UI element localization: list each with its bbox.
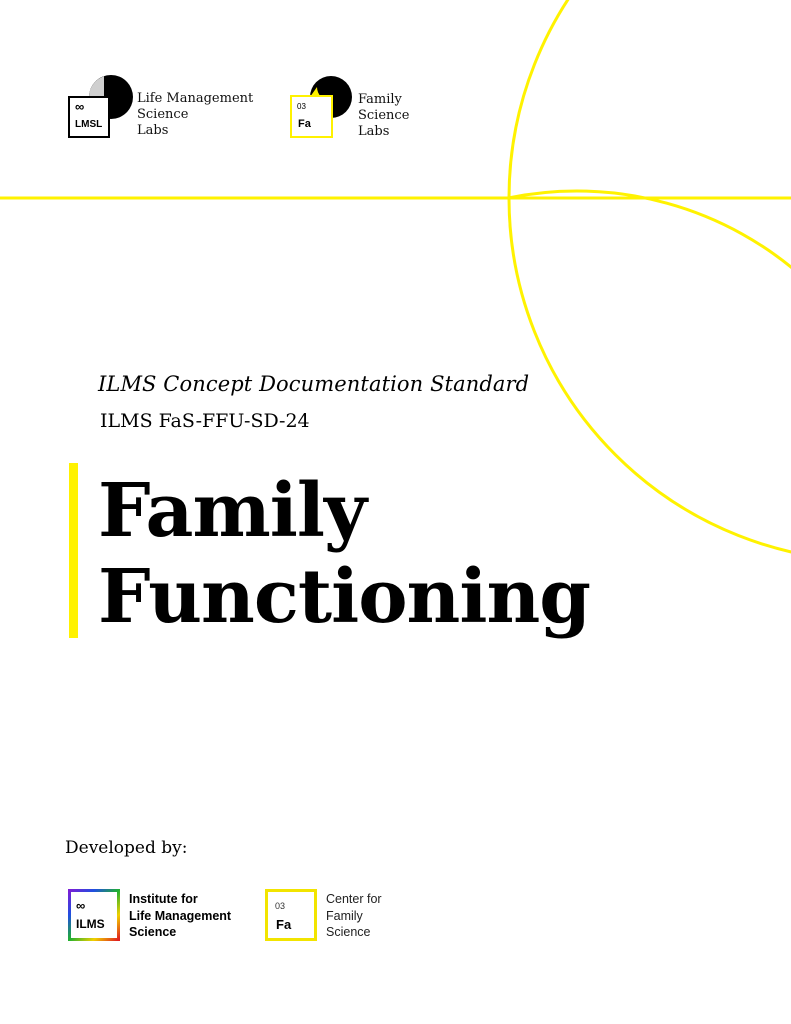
ilms-name-line: Science (129, 925, 177, 939)
lmsl-name (137, 91, 253, 139)
decorative-arc (508, 191, 791, 280)
ilms-badge-label: ILMS (76, 917, 105, 931)
ilms-name (129, 891, 231, 941)
infinity-icon: ∞ (76, 898, 86, 913)
cfs-name-line: Center for (326, 892, 382, 906)
ilms-name-line: Institute for (129, 892, 198, 906)
document-title (98, 468, 590, 640)
lmsl-name-line: Science (137, 107, 189, 122)
lmsl-logo (68, 74, 258, 140)
fsl-name-line: Labs (358, 124, 390, 139)
cfs-logo (265, 889, 405, 943)
fsl-badge-symbol: Fa (298, 118, 311, 130)
fsl-name-line: Family (358, 92, 402, 107)
cfs-name (326, 891, 382, 941)
cfs-name-line: Family (326, 908, 363, 923)
title-line: Functioning (98, 554, 591, 640)
title-accent-bar (69, 463, 78, 638)
fsl-name-line: Science (358, 108, 410, 123)
fsl-badge-number: 03 (297, 102, 306, 111)
fsl-badge (290, 95, 333, 138)
cfs-name-line: Science (326, 925, 371, 939)
title-line: Family (98, 468, 366, 554)
infinity-icon: ∞ (75, 99, 85, 114)
fsl-logo (290, 75, 430, 141)
lmsl-badge (68, 96, 110, 138)
cfs-badge (265, 889, 317, 941)
lmsl-name-line: Life Management (137, 91, 254, 106)
lmsl-badge-label: LMSL (75, 119, 103, 130)
lmsl-name-line: Labs (137, 123, 169, 138)
ilms-logo (68, 889, 248, 943)
ilms-badge-frame (68, 889, 120, 941)
document-code: ILMS FaS-FFU-SD-24 (100, 410, 310, 432)
developed-by-label: Developed by: (65, 838, 188, 858)
ilms-name-line: Life Management (129, 908, 232, 923)
cfs-badge-symbol: Fa (276, 917, 292, 932)
document-subtitle: ILMS Concept Documentation Standard (98, 372, 530, 396)
fsl-name (358, 92, 409, 140)
cfs-badge-number: 03 (275, 901, 286, 911)
